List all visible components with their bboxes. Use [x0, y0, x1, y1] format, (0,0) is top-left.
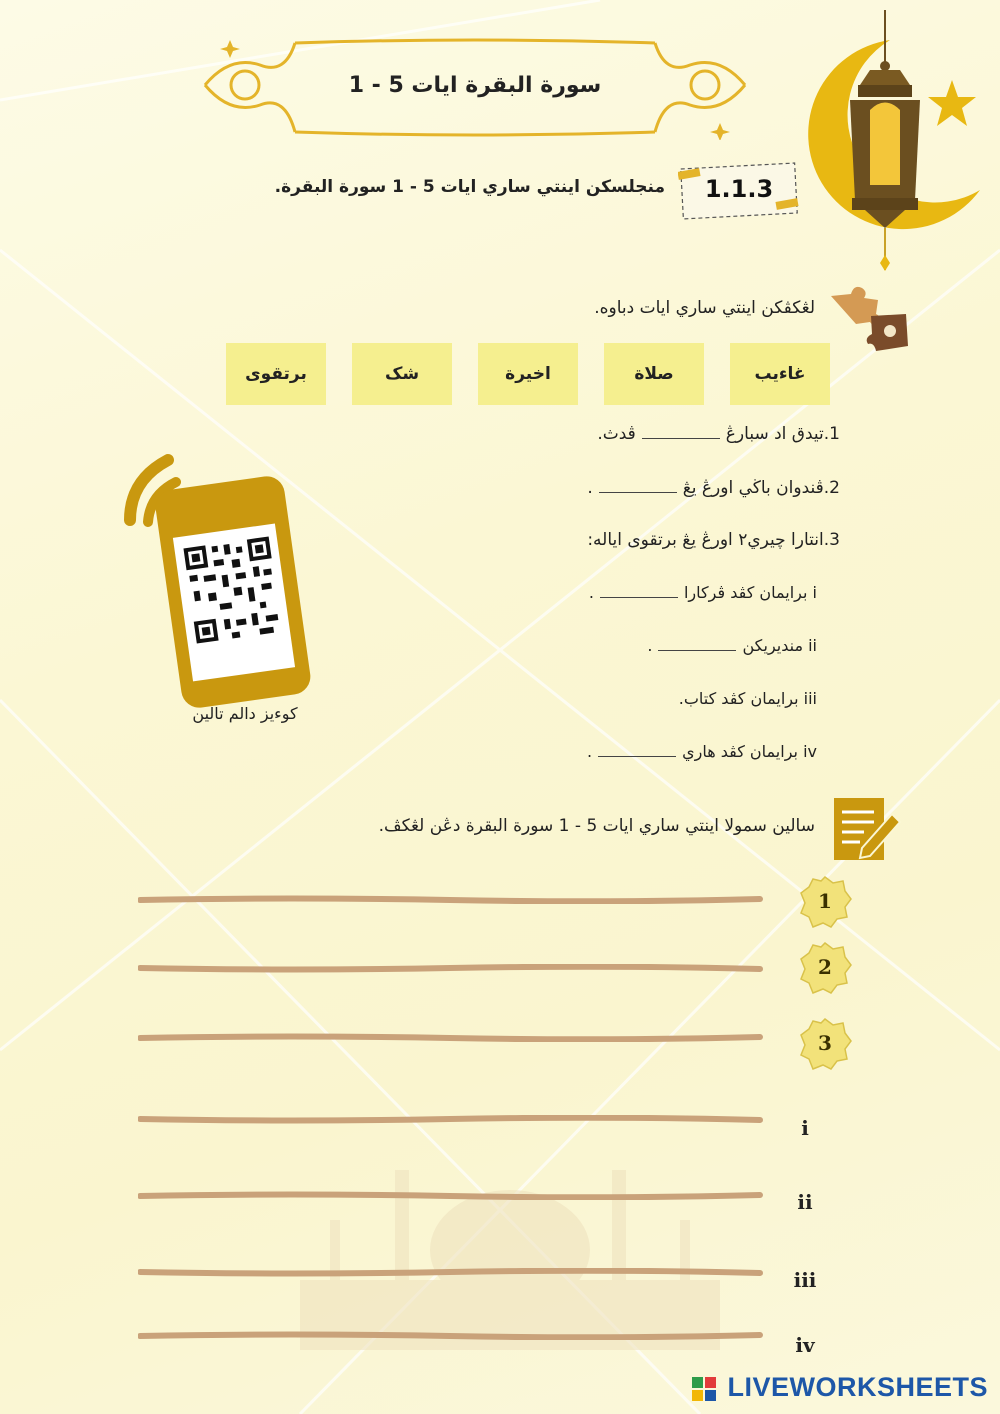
answer-line[interactable] [138, 889, 763, 898]
sub-item-text: برايمان كڤد ڤركارا [683, 583, 808, 602]
number-badge [797, 1017, 853, 1073]
answer-line[interactable] [138, 1262, 763, 1271]
question-2 [587, 478, 840, 498]
sub-item-text-end: . [588, 583, 594, 602]
sub-item-text: منديريكن [742, 636, 804, 655]
part2-instruction: سالين سمولا اينتي ساري ايات 5 - 1 سورة البقرة دڠن لڠكڤ. [378, 816, 815, 836]
sub-item-number: i [812, 583, 817, 602]
sub-item-text-end: . [586, 742, 593, 761]
instruction-text: لڠكڤكن اينتي ساري ايات دباوه. [594, 298, 815, 318]
answer-line[interactable] [138, 1325, 763, 1334]
puzzle-icon [826, 276, 912, 356]
qr-code [181, 534, 284, 646]
question-number: 1. [823, 424, 840, 444]
roman-label: i [801, 1116, 809, 1140]
number-badge-label: 2 [818, 955, 832, 979]
answer-blank[interactable] [600, 583, 678, 598]
sub-item-iii [679, 689, 817, 708]
question-text-end: ڤدث. [597, 424, 636, 444]
roman-label: iv [795, 1333, 815, 1357]
word-bank [225, 343, 830, 405]
number-badge [797, 941, 853, 997]
answer-line[interactable] [138, 1109, 763, 1118]
answer-blank[interactable] [658, 636, 736, 651]
question-3 [587, 530, 840, 550]
liveworksheets-logo [692, 1377, 716, 1401]
sub-item-ii [647, 636, 817, 655]
sub-item-number: iii [803, 689, 817, 708]
number-badge-label: 3 [818, 1031, 832, 1055]
star-icon [928, 80, 976, 126]
sub-item-text: برايمان كڤد هاري [682, 742, 798, 761]
sub-item-number: iv [803, 742, 817, 761]
question-text: تيدق اد سبارڠ [725, 424, 824, 444]
sub-item-i [589, 583, 817, 602]
word-bank-item[interactable]: شک [352, 343, 452, 405]
number-badge [797, 875, 853, 931]
answer-line[interactable] [138, 1027, 763, 1036]
question-text: ڤندوان باڬي اورڠ يڠ [682, 478, 824, 498]
answer-blank[interactable] [598, 742, 676, 757]
qr-caption: كوءيز دالم تالين [192, 704, 298, 723]
title-banner [200, 35, 750, 140]
word-bank-item[interactable]: برتقوى [226, 343, 326, 405]
answer-blank[interactable] [642, 424, 720, 439]
notepad-pencil-icon [832, 796, 902, 862]
question-text-end: . [587, 478, 593, 498]
number-badge-label: 1 [818, 889, 832, 913]
sub-item-text-end: . [647, 636, 653, 655]
word-bank-item[interactable]: اخيرة [478, 343, 578, 405]
phone-qr-icon[interactable] [108, 440, 313, 708]
sub-item-number: ii [808, 636, 817, 655]
worksheet-title: سورة البقرة ايات 5 - 1 [348, 73, 602, 98]
word-bank-item[interactable]: صلاة [604, 343, 704, 405]
standard-code: 1.1.3 [704, 175, 774, 203]
answer-blank[interactable] [599, 478, 677, 493]
word-bank-item[interactable]: غاءيب [730, 343, 830, 405]
sub-item-iv [587, 742, 817, 761]
learning-standard [230, 162, 800, 222]
answer-line[interactable] [138, 958, 763, 967]
question-number: 3. [823, 530, 840, 550]
question-1 [597, 424, 840, 444]
crescent-lantern-decoration [770, 0, 1000, 300]
standard-text: منجلسكن اينتي ساري ايات 5 - 1 سورة البقرة. [274, 177, 665, 197]
standard-code-tag [678, 162, 800, 220]
sub-item-text: برايمان كڤد كتاب. [678, 689, 799, 708]
roman-label: ii [797, 1190, 813, 1214]
answer-line[interactable] [138, 1185, 763, 1194]
roman-label: iii [793, 1268, 817, 1292]
question-text: انتارا چيري٢ اورڠ يڠ برتقوى اياله: [587, 530, 824, 550]
question-number: 2. [823, 478, 840, 498]
liveworksheets-brand[interactable]: LIVEWORKSHEETS [727, 1372, 988, 1402]
